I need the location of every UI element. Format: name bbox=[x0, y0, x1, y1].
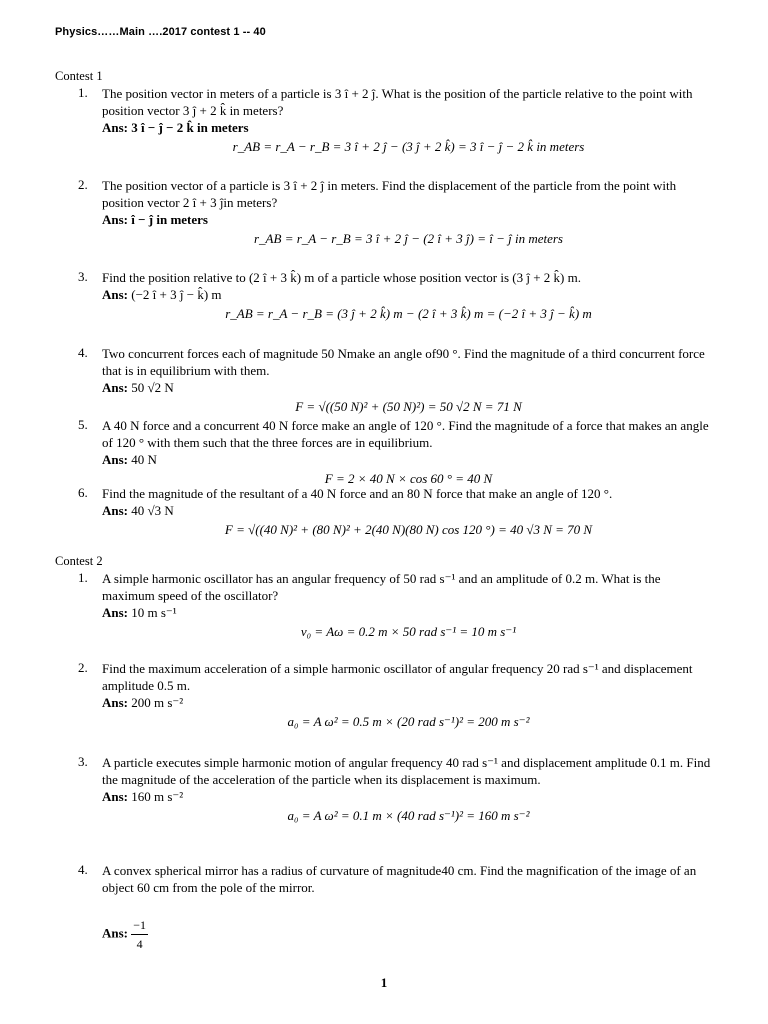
equation: r_AB = r_A − r_B = (3 ĵ + 2 k̂) m − (2 î + 3 k̂) m = (−2 î + 3 ĵ − k̂) m bbox=[225, 306, 592, 321]
answer-line bbox=[102, 694, 715, 712]
question-item bbox=[55, 754, 715, 826]
equation: a₀ = A ω² = 0.5 m × (20 rad s⁻¹)² = 200 m s⁻² bbox=[287, 714, 530, 729]
question-text: A 40 N force and a concurrent 40 N force make an angle of 120 °. Find the magnitude of a force that makes an angle of 120 ° with them such that the three forces are in equilibrium. bbox=[102, 418, 709, 450]
equation: F = 2 × 40 N × cos 60 ° = 40 N bbox=[324, 471, 493, 486]
answer-line bbox=[102, 916, 715, 953]
equation: F = √((50 N)² + (50 N)²) = 50 √2 N = 71 N bbox=[295, 399, 522, 414]
question-text: Find the magnitude of the resultant of a 40 N force and an 80 N force that make an angle of 120 °. bbox=[102, 486, 613, 501]
answer-line bbox=[102, 379, 715, 397]
question-text: The position vector in meters of a particle is 3 î + 2 ĵ. What is the position of the particle relative to the point with position vector 3 ĵ + 2 k̂ in meters? bbox=[102, 86, 693, 118]
question-item bbox=[55, 417, 715, 489]
answer-line bbox=[102, 788, 715, 806]
answer-value: 160 m s⁻² bbox=[131, 789, 184, 804]
equation: r_AB = r_A − r_B = 3 î + 2 ĵ − (2 î + 3 ĵ) = î − ĵ in meters bbox=[254, 231, 563, 246]
question-item bbox=[55, 345, 715, 417]
question-text: The position vector of a particle is 3 î + 2 ĵ in meters. Find the displacement of the particle from the point with position vector 2 î + 3 ĵin meters? bbox=[102, 178, 677, 210]
answer-label: Ans: bbox=[102, 503, 129, 518]
question-item bbox=[55, 85, 715, 157]
answer-line bbox=[102, 211, 715, 229]
question-item bbox=[55, 177, 715, 249]
answer-value: 10 m s⁻¹ bbox=[131, 605, 177, 620]
section-title-contest-2: Contest 2 bbox=[55, 554, 103, 568]
answer-label: Ans: bbox=[102, 605, 129, 620]
question-number: 1. bbox=[78, 85, 88, 100]
answer-label: Ans: bbox=[102, 695, 129, 710]
answer-label: Ans: bbox=[102, 452, 129, 467]
answer-line bbox=[102, 286, 715, 304]
question-number: 4. bbox=[78, 345, 88, 360]
equation: r_AB = r_A − r_B = 3 î + 2 ĵ − (3 ĵ + 2 k̂) = 3 î − ĵ − 2 k̂ in meters bbox=[232, 139, 585, 154]
question-item bbox=[55, 485, 715, 540]
equation: F = √((40 N)² + (80 N)² + 2(40 N)(80 N) cos 120 °) = 40 √3 N = 70 N bbox=[224, 522, 593, 537]
question-number: 5. bbox=[78, 417, 88, 432]
page-number: 1 bbox=[380, 975, 388, 990]
answer-line bbox=[102, 502, 715, 520]
question-item bbox=[55, 269, 715, 324]
fraction-numerator: −1 bbox=[131, 916, 148, 935]
question-item bbox=[55, 862, 715, 953]
equation: v₀ = Aω = 0.2 m × 50 rad s⁻¹ = 10 m s⁻¹ bbox=[300, 624, 517, 639]
question-item bbox=[55, 660, 715, 732]
question-number: 3. bbox=[78, 754, 88, 769]
answer-value: (−2 î + 3 ĵ − k̂) m bbox=[131, 287, 222, 302]
answer-value: 50 √2 N bbox=[131, 380, 174, 395]
answer-label: Ans: bbox=[102, 212, 129, 227]
answer-label: Ans: bbox=[102, 789, 129, 804]
question-text: Find the position relative to (2 î + 3 k̂) m of a particle whose position vector is (3 ĵ + 2 k̂) m. bbox=[102, 270, 581, 285]
fraction-denominator: 4 bbox=[136, 937, 143, 951]
answer-line bbox=[102, 604, 715, 622]
answer-label: Ans: bbox=[102, 925, 129, 941]
question-number: 1. bbox=[78, 570, 88, 585]
question-text: A particle executes simple harmonic motion of angular frequency 40 rad s⁻¹ and displacement amplitude 0.1 m. Find the magnitude of the acceleration of the particle when its displacement is maximum. bbox=[102, 755, 711, 787]
equation: a₀ = A ω² = 0.1 m × (40 rad s⁻¹)² = 160 m s⁻² bbox=[287, 808, 530, 823]
answer-value: 200 m s⁻² bbox=[131, 695, 184, 710]
answer-value: 40 N bbox=[131, 452, 157, 467]
question-number: 3. bbox=[78, 269, 88, 284]
question-text: Find the maximum acceleration of a simple harmonic oscillator of angular frequency 20 rad s⁻¹ and displacement amplitude 0.5 m. bbox=[102, 661, 693, 693]
answer-line bbox=[102, 119, 715, 137]
question-item bbox=[55, 570, 715, 642]
page-header: Physics……Main ….2017 contest 1 -- 40 bbox=[55, 26, 266, 38]
question-number: 6. bbox=[78, 485, 88, 500]
question-text: Two concurrent forces each of magnitude 50 Nmake an angle of90 °. Find the magnitude of a third concurrent force that is in equilibrium with them. bbox=[102, 346, 705, 378]
answer-label: Ans: bbox=[102, 287, 129, 302]
question-text: A simple harmonic oscillator has an angular frequency of 50 rad s⁻¹ and an amplitude of 0.2 m. What is the maximum speed of the oscillator? bbox=[102, 571, 661, 603]
section-title-contest-1: Contest 1 bbox=[55, 69, 103, 83]
answer-label: Ans: bbox=[102, 120, 129, 135]
question-number: 2. bbox=[78, 177, 88, 192]
question-number: 2. bbox=[78, 660, 88, 675]
answer-label: Ans: bbox=[102, 380, 129, 395]
question-number: 4. bbox=[78, 862, 88, 877]
answer-value: 3 î − ĵ − 2 k̂ in meters bbox=[131, 120, 249, 135]
answer-fraction bbox=[131, 916, 148, 953]
answer-value: 40 √3 N bbox=[131, 503, 174, 518]
answer-value: î − ĵ in meters bbox=[131, 212, 208, 227]
question-text: A convex spherical mirror has a radius of curvature of magnitude40 cm. Find the magnification of the image of an object 60 cm from the pole of the mirror. bbox=[102, 863, 697, 895]
answer-line bbox=[102, 451, 715, 469]
